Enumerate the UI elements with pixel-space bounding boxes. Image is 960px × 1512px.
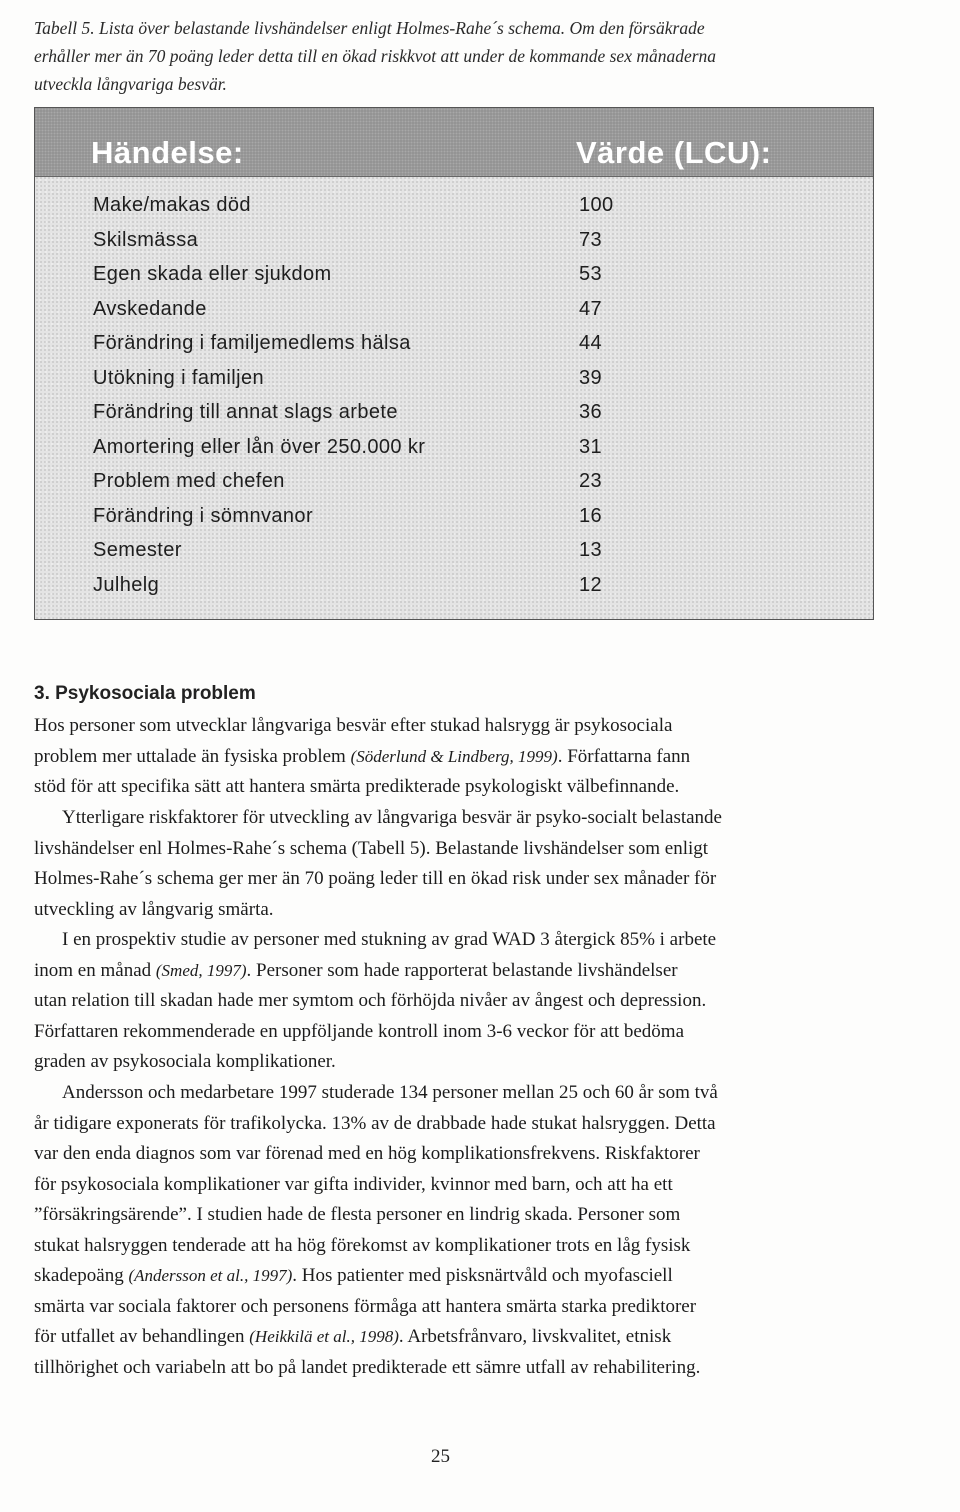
value-cell: 44 bbox=[579, 332, 603, 354]
paragraph-line: stöd för att specifika sätt att hantera smärta predikterade psykologiskt välbefinnande. bbox=[34, 776, 680, 797]
caption-line: Tabell 5. Lista över belastande livshändelser enligt Holmes-Rahe´s schema. Om den försäkrade bbox=[34, 18, 705, 38]
paragraph-line: Hos personer som utvecklar långvariga besvär efter stukad halsrygg är psykosociala bbox=[34, 715, 673, 736]
line-text: skadepoäng bbox=[34, 1265, 129, 1286]
paragraph-line: livshändelser enl Holmes-Rahe´s schema (Tabell 5). Belastande livshändelser som enligt bbox=[34, 837, 709, 859]
citation: (Heikkilä et al., 1998) bbox=[249, 1327, 399, 1346]
body-paragraph bbox=[34, 803, 864, 925]
paragraph-line: smärta var sociala faktorer och personens förmåga att hantera smärta starka prediktorer bbox=[34, 1295, 697, 1317]
value-cell: 47 bbox=[579, 298, 603, 320]
body-paragraph bbox=[34, 925, 864, 1078]
value-cell: 36 bbox=[579, 401, 603, 423]
line-text: problem mer uttalade än fysiska problem bbox=[34, 745, 351, 767]
paragraph-line: Ytterligare riskfaktorer för utveckling av långvariga besvär är psyko-socialt belastande bbox=[62, 807, 722, 828]
body-paragraph bbox=[34, 711, 864, 803]
paragraph-line: graden av psykosociala komplikationer. bbox=[34, 1051, 336, 1072]
caption-line: utveckla långvariga besvär. bbox=[34, 74, 227, 94]
table-row bbox=[35, 263, 873, 297]
table-row bbox=[35, 436, 873, 470]
paragraph-line bbox=[34, 956, 864, 987]
value-cell: 39 bbox=[579, 367, 603, 389]
citation: (Andersson et al., 1997) bbox=[128, 1266, 293, 1285]
value-cell: 23 bbox=[579, 470, 603, 492]
line-text: . Författarna fann bbox=[557, 745, 691, 767]
paragraph-line: stukat halsryggen tenderade att ha hög förekomst av komplikationer trots en låg fysisk bbox=[34, 1234, 691, 1256]
table-row bbox=[35, 367, 873, 401]
event-cell: Förändring i familjemedlems hälsa bbox=[93, 332, 411, 354]
line-text: . Hos patienter med pisksnärtvåld och myofasciell bbox=[292, 1265, 673, 1286]
citation: (Söderlund & Lindberg, 1999) bbox=[350, 746, 558, 766]
table-row bbox=[35, 332, 873, 366]
event-cell: Skilsmässa bbox=[93, 229, 199, 251]
value-cell: 12 bbox=[579, 574, 603, 596]
line-text: inom en månad bbox=[34, 959, 156, 981]
value-cell: 100 bbox=[579, 194, 614, 216]
event-cell: Förändring i sömnvanor bbox=[93, 505, 314, 527]
table-row bbox=[35, 539, 873, 573]
paragraph-line: utveckling av långvarig smärta. bbox=[34, 898, 274, 920]
event-cell: Make/makas död bbox=[93, 194, 251, 216]
value-cell: 16 bbox=[579, 505, 603, 527]
paragraph-line: för psykosociala komplikationer var gifta individer, kvinnor med barn, och att ha ett bbox=[34, 1173, 673, 1195]
table-row bbox=[35, 401, 873, 435]
paragraph-line bbox=[34, 1322, 864, 1353]
paragraph-line bbox=[34, 742, 864, 773]
header-value: Värde (LCU): bbox=[576, 135, 772, 170]
paragraph-line: Andersson och medarbetare 1997 studerade 134 personer mellan 25 och 60 år som två bbox=[62, 1082, 718, 1103]
section-heading: 3. Psykosociala problem bbox=[34, 683, 256, 704]
value-cell: 13 bbox=[579, 539, 603, 561]
paragraph-line: ”försäkringsärende”. I studien hade de flesta personer en lindrig skada. Personer som bbox=[34, 1204, 681, 1225]
table-row bbox=[35, 470, 873, 504]
table-row bbox=[35, 505, 873, 539]
event-cell: Julhelg bbox=[93, 574, 160, 596]
page-number: 25 bbox=[431, 1446, 450, 1467]
line-text: . Personer som hade rapporterat belastande livshändelser bbox=[246, 959, 678, 981]
paragraph-line: var den enda diagnos som var förenad med en hög komplikationsfrekvens. Riskfaktorer bbox=[34, 1143, 700, 1164]
paragraph-line bbox=[34, 1261, 864, 1292]
event-cell: Förändring till annat slags arbete bbox=[93, 401, 398, 423]
paragraph-line: Holmes-Rahe´s schema ger mer än 70 poäng leder till en ökad risk under sex månader för bbox=[34, 868, 717, 889]
line-text: . Arbetsfrånvaro, livskvalitet, etnisk bbox=[398, 1326, 672, 1347]
event-cell: Avskedande bbox=[93, 298, 207, 320]
table-row bbox=[35, 574, 873, 608]
paragraph-line: Författaren rekommenderade en uppföljande kontroll inom 3-6 veckor för att bedöma bbox=[34, 1020, 684, 1042]
table-row bbox=[35, 298, 873, 332]
paragraph-line: tillhörighet och variabeln att bo på landet predikterade ett sämre utfall av rehabilitering. bbox=[34, 1356, 701, 1378]
line-text: för utfallet av behandlingen bbox=[34, 1326, 250, 1347]
event-cell: Amortering eller lån över 250.000 kr bbox=[93, 436, 426, 458]
body-paragraph bbox=[34, 1078, 864, 1383]
event-cell: Semester bbox=[93, 539, 182, 561]
table-row bbox=[35, 229, 873, 263]
citation: (Smed, 1997) bbox=[155, 960, 247, 980]
paragraph-line: I en prospektiv studie av personer med stukning av grad WAD 3 återgick 85% i arbete bbox=[62, 929, 717, 950]
table-header bbox=[35, 108, 873, 177]
paragraph-line: år tidigare exponerats för trafikolycka. 13% av de drabbade hade stukat halsryggen. Detta bbox=[34, 1112, 716, 1134]
caption-line: erhåller mer än 70 poäng leder detta till en ökad riskkvot att under de kommande sex månaderna bbox=[34, 46, 717, 66]
life-events-table bbox=[34, 107, 874, 620]
value-cell: 73 bbox=[579, 229, 603, 251]
table-row bbox=[35, 194, 873, 228]
header-event: Händelse: bbox=[91, 135, 244, 170]
event-cell: Problem med chefen bbox=[93, 470, 285, 492]
event-cell: Utökning i familjen bbox=[93, 367, 265, 389]
table-caption bbox=[34, 14, 894, 98]
value-cell: 31 bbox=[579, 436, 603, 458]
value-cell: 53 bbox=[579, 263, 603, 285]
paragraph-line: utan relation till skadan hade mer symtom och förhöjda nivåer av ångest och depression. bbox=[34, 990, 707, 1011]
event-cell: Egen skada eller sjukdom bbox=[93, 263, 332, 285]
